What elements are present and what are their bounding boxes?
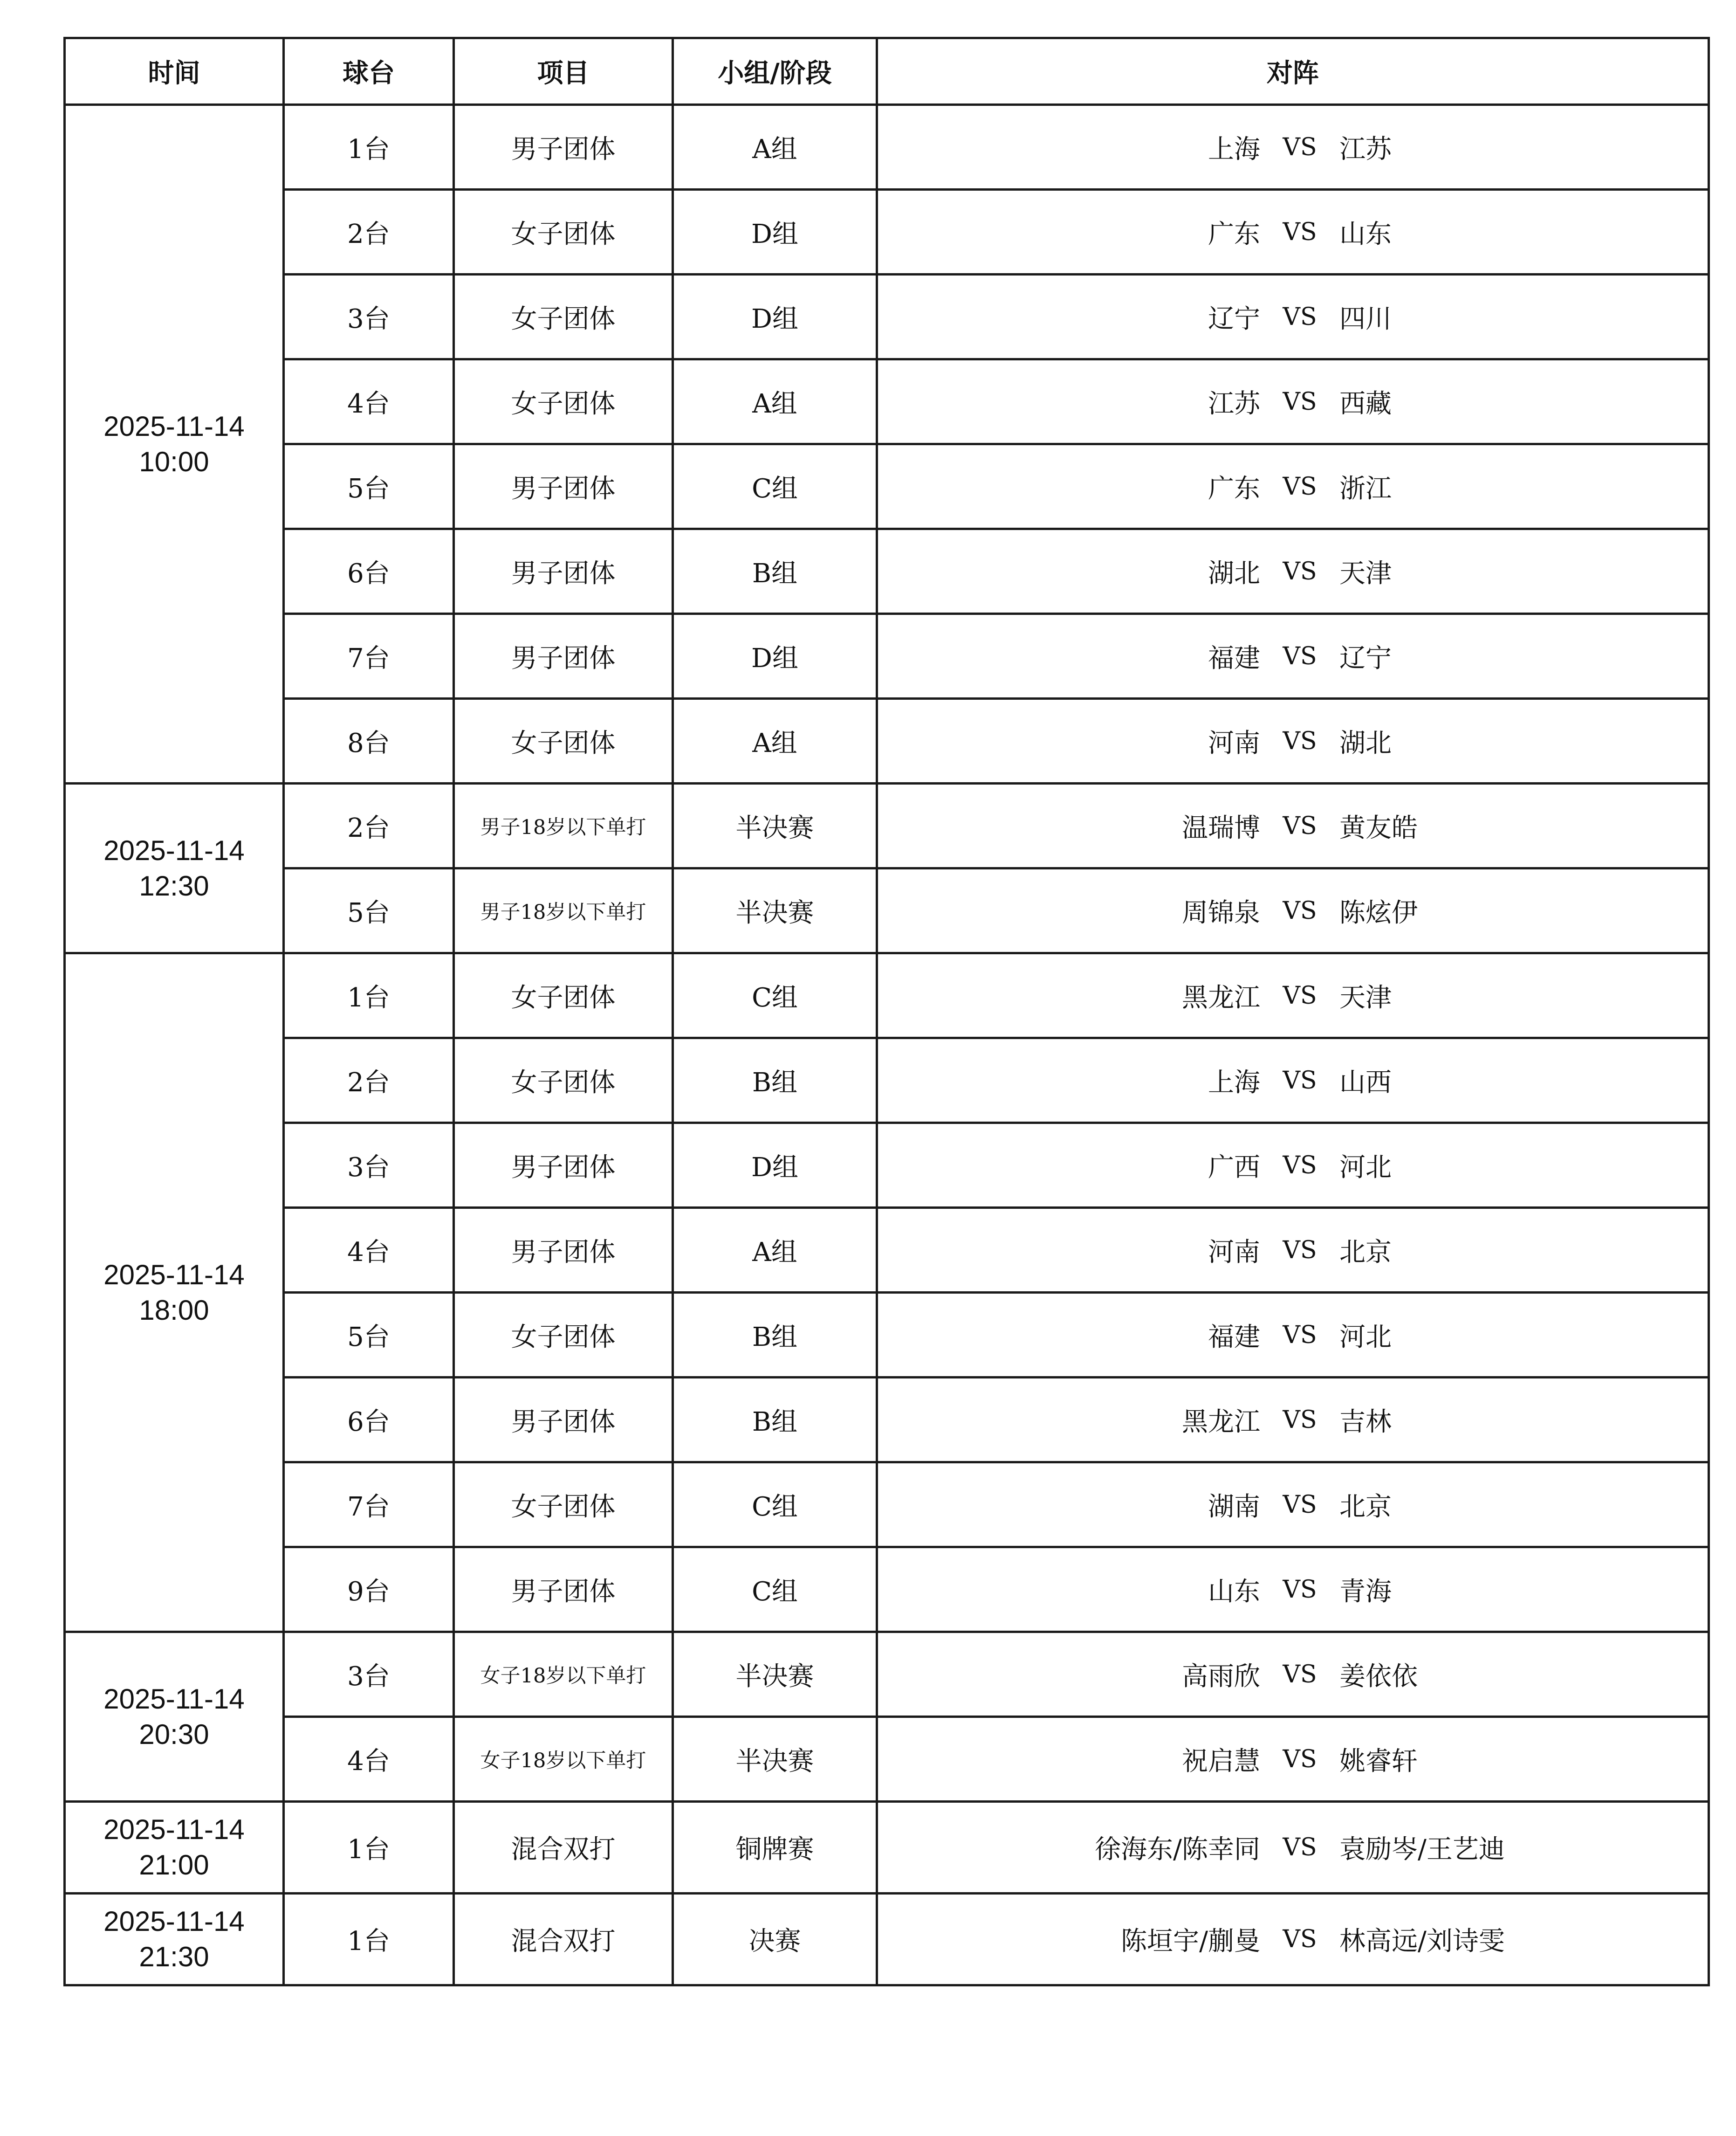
home-side: 河南: [1208, 1237, 1260, 1268]
matchup: [878, 1147, 1708, 1184]
matchup-cell: [877, 868, 1709, 953]
table-row: [65, 614, 1709, 699]
home-side: 福建: [1208, 643, 1260, 674]
stage-cell: C组: [673, 953, 877, 1038]
matchup: [878, 129, 1708, 166]
table-number-cell: 3台: [284, 1123, 454, 1208]
away-side: 四川: [1339, 303, 1392, 334]
home-side: 祝启慧: [1182, 1746, 1260, 1777]
vs-label: VS: [1283, 303, 1317, 331]
away-side: 天津: [1339, 558, 1392, 589]
table-number-cell: 7台: [284, 614, 454, 699]
vs-label: VS: [1283, 1406, 1317, 1434]
away-side: 山东: [1339, 219, 1392, 249]
stage-cell: C组: [673, 1547, 877, 1632]
home-side: 湖南: [1208, 1491, 1260, 1522]
away-side: 北京: [1339, 1237, 1392, 1268]
matchup-cell: [877, 614, 1709, 699]
table-number-cell: 7台: [284, 1462, 454, 1547]
home-side: 广东: [1208, 219, 1260, 249]
session-time: 18:00: [139, 1294, 209, 1326]
matchup-cell: [877, 1894, 1709, 1985]
home-side: 陈垣宇/蒯曼: [1121, 1926, 1260, 1957]
matchup: [878, 214, 1708, 251]
home-side: 山东: [1208, 1576, 1260, 1607]
matchup: [878, 298, 1708, 336]
vs-label: VS: [1283, 472, 1317, 501]
session-time-cell: [65, 1894, 284, 1985]
event-cell: 女子团体: [454, 359, 673, 444]
stage-cell: B组: [673, 1293, 877, 1378]
stage-cell: D组: [673, 275, 877, 359]
table-number-cell: 3台: [284, 275, 454, 359]
stage-cell: B组: [673, 1038, 877, 1123]
matchup-cell: [877, 359, 1709, 444]
event-cell: 女子团体: [454, 699, 673, 784]
table-row: [65, 529, 1709, 614]
stage-cell: A组: [673, 359, 877, 444]
vs-label: VS: [1283, 1575, 1317, 1604]
home-side: 黑龙江: [1182, 982, 1260, 1013]
vs-label: VS: [1283, 896, 1317, 925]
vs-label: VS: [1283, 1490, 1317, 1519]
matchup-cell: [877, 1717, 1709, 1802]
home-side: 上海: [1208, 1067, 1260, 1098]
stage-cell: C组: [673, 444, 877, 529]
away-side: 袁励岑/王艺迪: [1339, 1834, 1505, 1865]
table-number-cell: 4台: [284, 1208, 454, 1293]
matchup-cell: [877, 1632, 1709, 1717]
session-date: 2025-11-14: [103, 1814, 245, 1845]
table-number-cell: 5台: [284, 868, 454, 953]
header-time: 时间: [65, 38, 284, 105]
home-side: 广西: [1208, 1152, 1260, 1183]
matchup: [878, 807, 1708, 845]
matchup-cell: [877, 1293, 1709, 1378]
away-side: 河北: [1339, 1322, 1392, 1352]
away-side: 北京: [1339, 1491, 1392, 1522]
session-time-cell: [65, 953, 284, 1632]
stage-cell: D组: [673, 190, 877, 275]
table-row: [65, 1378, 1709, 1462]
session-date: 2025-11-14: [103, 410, 245, 442]
table-number-cell: 1台: [284, 1802, 454, 1894]
event-cell: 女子团体: [454, 1293, 673, 1378]
away-side: 山西: [1339, 1067, 1392, 1098]
away-side: 天津: [1339, 982, 1392, 1013]
event-cell: 女子团体: [454, 953, 673, 1038]
session-time-cell: [65, 1632, 284, 1802]
session-time: 21:00: [139, 1849, 209, 1881]
stage-cell: A组: [673, 105, 877, 190]
stage-cell: A组: [673, 699, 877, 784]
matchup: [878, 1571, 1708, 1608]
vs-label: VS: [1283, 218, 1317, 246]
vs-label: VS: [1283, 557, 1317, 586]
matchup: [878, 1656, 1708, 1693]
event-cell: 女子团体: [454, 190, 673, 275]
session-time-cell: [65, 784, 284, 953]
away-side: 姚睿轩: [1339, 1746, 1418, 1777]
table-number-cell: 1台: [284, 1894, 454, 1985]
matchup-cell: [877, 1378, 1709, 1462]
event-cell: 女子团体: [454, 275, 673, 359]
matchup: [878, 1486, 1708, 1523]
matchup: [878, 553, 1708, 590]
matchup: [878, 1401, 1708, 1439]
vs-label: VS: [1283, 1833, 1317, 1861]
matchup: [878, 977, 1708, 1014]
matchup: [878, 892, 1708, 930]
matchup-cell: [877, 529, 1709, 614]
table-row: [65, 1894, 1709, 1985]
home-side: 福建: [1208, 1322, 1260, 1352]
matchup: [878, 383, 1708, 420]
table-number-cell: 5台: [284, 1293, 454, 1378]
home-side: 湖北: [1208, 558, 1260, 589]
table-row: [65, 1547, 1709, 1632]
table-row: [65, 868, 1709, 953]
event-cell: 男子团体: [454, 105, 673, 190]
vs-label: VS: [1283, 642, 1317, 670]
matchup-cell: [877, 1802, 1709, 1894]
table-number-cell: 2台: [284, 1038, 454, 1123]
matchup-cell: [877, 1208, 1709, 1293]
vs-label: VS: [1283, 1066, 1317, 1095]
header-stage: 小组/阶段: [673, 38, 877, 105]
table-number-cell: 6台: [284, 529, 454, 614]
table-row: [65, 1293, 1709, 1378]
matchup-cell: [877, 699, 1709, 784]
table-number-cell: 1台: [284, 105, 454, 190]
table-row: [65, 1208, 1709, 1293]
matchup-cell: [877, 953, 1709, 1038]
stage-cell: 决赛: [673, 1894, 877, 1985]
vs-label: VS: [1283, 1745, 1317, 1773]
matchup: [878, 1829, 1708, 1866]
matchup-cell: [877, 444, 1709, 529]
stage-cell: 半决赛: [673, 784, 877, 868]
event-cell: 男子18岁以下单打: [454, 868, 673, 953]
stage-cell: 铜牌赛: [673, 1802, 877, 1894]
matchup: [878, 1741, 1708, 1778]
vs-label: VS: [1283, 812, 1317, 840]
stage-cell: 半决赛: [673, 1717, 877, 1802]
table-row: [65, 784, 1709, 868]
table-row: [65, 444, 1709, 529]
matchup: [878, 468, 1708, 505]
matchup-cell: [877, 105, 1709, 190]
stage-cell: D组: [673, 614, 877, 699]
matchup-cell: [877, 1547, 1709, 1632]
matchup-cell: [877, 190, 1709, 275]
table-number-cell: 4台: [284, 359, 454, 444]
home-side: 黑龙江: [1182, 1406, 1260, 1437]
vs-label: VS: [1283, 1660, 1317, 1688]
table-number-cell: 4台: [284, 1717, 454, 1802]
away-side: 西藏: [1339, 388, 1392, 419]
home-side: 温瑞博: [1182, 813, 1260, 843]
session-time: 20:30: [139, 1718, 209, 1750]
event-cell: 男子团体: [454, 1208, 673, 1293]
schedule-body: [65, 105, 1709, 1985]
event-cell: 男子团体: [454, 1123, 673, 1208]
table-number-cell: 8台: [284, 699, 454, 784]
away-side: 辽宁: [1339, 643, 1392, 674]
header-event: 项目: [454, 38, 673, 105]
table-number-cell: 1台: [284, 953, 454, 1038]
event-cell: 男子18岁以下单打: [454, 784, 673, 868]
header-table: 球台: [284, 38, 454, 105]
session-time: 10:00: [139, 446, 209, 477]
table-row: [65, 1038, 1709, 1123]
matchup-cell: [877, 1123, 1709, 1208]
matchup: [878, 1232, 1708, 1269]
event-cell: 混合双打: [454, 1894, 673, 1985]
table-row: [65, 359, 1709, 444]
table-number-cell: 5台: [284, 444, 454, 529]
matchup-cell: [877, 1462, 1709, 1547]
away-side: 江苏: [1339, 134, 1392, 165]
session-time-cell: [65, 1802, 284, 1894]
session-date: 2025-11-14: [103, 1683, 245, 1715]
vs-label: VS: [1283, 981, 1317, 1010]
home-side: 高雨欣: [1182, 1661, 1260, 1692]
header-row: [65, 38, 1709, 105]
away-side: 河北: [1339, 1152, 1392, 1183]
event-cell: 男子团体: [454, 1547, 673, 1632]
away-side: 青海: [1339, 1576, 1392, 1607]
stage-cell: 半决赛: [673, 868, 877, 953]
away-side: 浙江: [1339, 473, 1392, 504]
event-cell: 男子团体: [454, 444, 673, 529]
matchup-cell: [877, 784, 1709, 868]
matchup: [878, 723, 1708, 760]
vs-label: VS: [1283, 727, 1317, 755]
matchup: [878, 1921, 1708, 1958]
table-row: [65, 1123, 1709, 1208]
schedule-table: [63, 37, 1710, 1986]
session-time-cell: [65, 105, 284, 784]
header-matchup: 对阵: [877, 38, 1709, 105]
vs-label: VS: [1283, 133, 1317, 161]
table-number-cell: 3台: [284, 1632, 454, 1717]
event-cell: 女子团体: [454, 1038, 673, 1123]
vs-label: VS: [1283, 387, 1317, 416]
table-row: [65, 105, 1709, 190]
event-cell: 女子18岁以下单打: [454, 1632, 673, 1717]
away-side: 林高远/刘诗雯: [1339, 1926, 1505, 1957]
table-row: [65, 1717, 1709, 1802]
away-side: 姜依依: [1339, 1661, 1418, 1692]
home-side: 辽宁: [1208, 303, 1260, 334]
session-time: 12:30: [139, 870, 209, 902]
event-cell: 女子18岁以下单打: [454, 1717, 673, 1802]
vs-label: VS: [1283, 1151, 1317, 1179]
vs-label: VS: [1283, 1925, 1317, 1953]
table-number-cell: 2台: [284, 190, 454, 275]
matchup: [878, 1316, 1708, 1354]
table-row: [65, 1462, 1709, 1547]
away-side: 吉林: [1339, 1406, 1392, 1437]
vs-label: VS: [1283, 1236, 1317, 1264]
matchup-cell: [877, 1038, 1709, 1123]
session-date: 2025-11-14: [103, 1906, 245, 1937]
event-cell: 男子团体: [454, 614, 673, 699]
table-row: [65, 699, 1709, 784]
stage-cell: B组: [673, 1378, 877, 1462]
stage-cell: A组: [673, 1208, 877, 1293]
session-time: 21:30: [139, 1941, 209, 1972]
table-row: [65, 1802, 1709, 1894]
home-side: 徐海东/陈幸同: [1095, 1834, 1260, 1865]
vs-label: VS: [1283, 1321, 1317, 1349]
away-side: 陈炫伊: [1339, 897, 1418, 928]
event-cell: 男子团体: [454, 1378, 673, 1462]
away-side: 黄友皓: [1339, 813, 1418, 843]
stage-cell: D组: [673, 1123, 877, 1208]
session-date: 2025-11-14: [103, 1259, 245, 1290]
stage-cell: B组: [673, 529, 877, 614]
table-row: [65, 275, 1709, 359]
table-number-cell: 6台: [284, 1378, 454, 1462]
home-side: 上海: [1208, 134, 1260, 165]
away-side: 湖北: [1339, 728, 1392, 758]
home-side: 周锦泉: [1182, 897, 1260, 928]
table-row: [65, 190, 1709, 275]
matchup-cell: [877, 275, 1709, 359]
stage-cell: 半决赛: [673, 1632, 877, 1717]
home-side: 河南: [1208, 728, 1260, 758]
table-row: [65, 953, 1709, 1038]
home-side: 江苏: [1208, 388, 1260, 419]
home-side: 广东: [1208, 473, 1260, 504]
event-cell: 女子团体: [454, 1462, 673, 1547]
table-number-cell: 9台: [284, 1547, 454, 1632]
session-date: 2025-11-14: [103, 834, 245, 866]
event-cell: 混合双打: [454, 1802, 673, 1894]
matchup: [878, 638, 1708, 675]
matchup: [878, 1062, 1708, 1099]
table-row: [65, 1632, 1709, 1717]
stage-cell: C组: [673, 1462, 877, 1547]
event-cell: 男子团体: [454, 529, 673, 614]
table-number-cell: 2台: [284, 784, 454, 868]
